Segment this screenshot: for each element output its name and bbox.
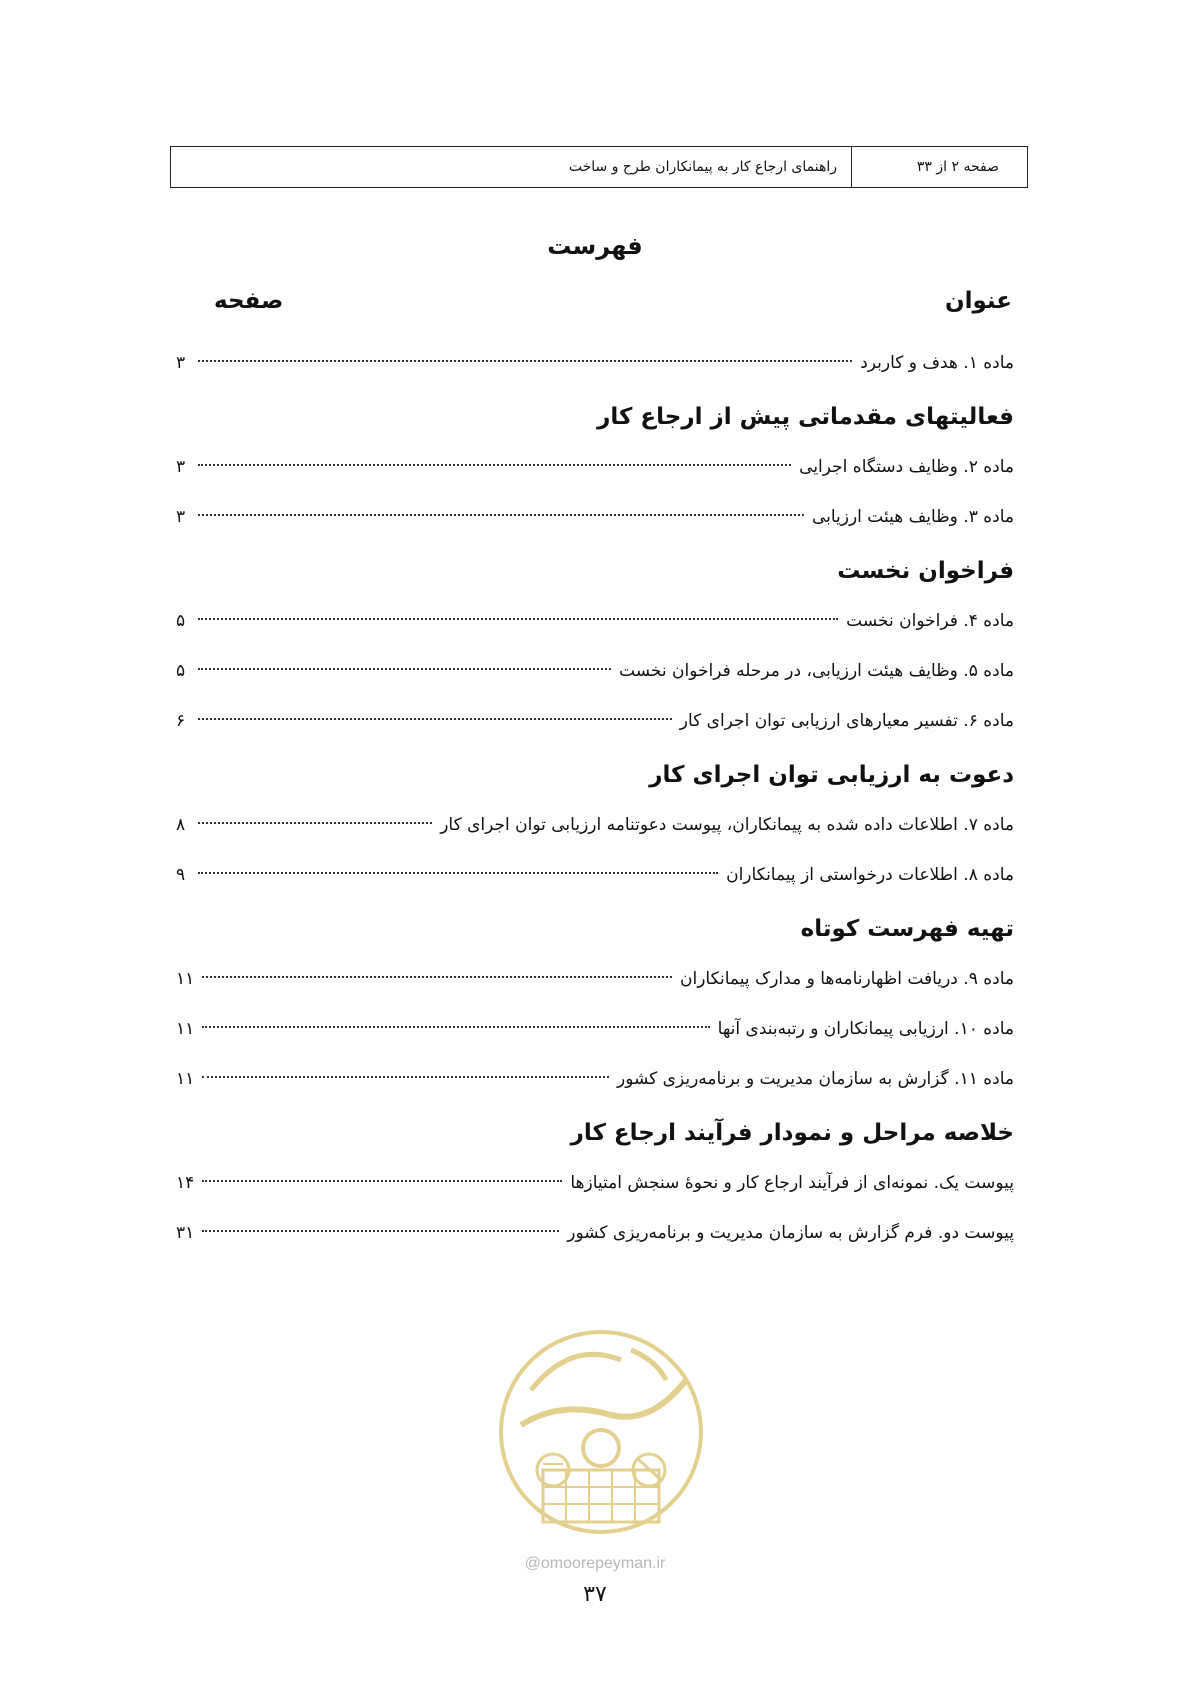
toc-dot-leader xyxy=(198,872,718,874)
toc-entry-page-number: ۸ xyxy=(176,815,186,835)
toc-entry-title: پیوست دو. فرم گزارش به سازمان مدیریت و برنامه‌ریزی کشور xyxy=(567,1223,1014,1243)
toc-section-heading: فراخوان نخست xyxy=(837,558,1014,584)
toc-dot-leader xyxy=(202,1230,559,1232)
toc-entry-title: ماده ۲. وظایف دستگاه اجرایی xyxy=(799,457,1014,477)
toc-entry[interactable] xyxy=(176,596,1014,646)
toc-entry[interactable] xyxy=(176,1158,1014,1208)
page-header xyxy=(170,146,1028,188)
toc-entry-page-number: ۱۱ xyxy=(176,1069,195,1089)
toc-entry[interactable] xyxy=(176,338,1014,388)
toc-entry[interactable] xyxy=(176,646,1014,696)
toc-section-heading: تهیه فهرست کوتاه xyxy=(800,916,1014,942)
toc-entry-page-number: ۶ xyxy=(176,711,186,731)
toc-entry[interactable] xyxy=(176,850,1014,900)
toc-dot-leader xyxy=(202,976,672,978)
toc-entry-title: ماده ۸. اطلاعات درخواستی از پیمانکاران xyxy=(726,865,1014,885)
toc-col-page: صفحه xyxy=(214,288,284,314)
toc-entry-page-number: ۵ xyxy=(176,661,186,681)
toc-entry-title: ماده ۳. وظایف هیئت ارزیابی xyxy=(811,507,1014,527)
toc-dot-leader xyxy=(198,668,611,670)
toc-entry-page-number: ۳۱ xyxy=(176,1223,195,1243)
toc-entry-page-number: ۵ xyxy=(176,611,186,631)
toc-entry-title: ماده ۱۰. ارزیابی پیمانکاران و رتبه‌بندی آنها xyxy=(717,1019,1014,1039)
toc-entry-page-number: ۹ xyxy=(176,865,186,885)
toc-entry-page-number: ۱۱ xyxy=(176,969,195,989)
toc-section-heading: فعالیتهای مقدماتی پیش از ارجاع کار xyxy=(597,404,1014,430)
toc-entry[interactable] xyxy=(176,800,1014,850)
toc-entry[interactable] xyxy=(176,1208,1014,1258)
toc-dot-leader xyxy=(198,464,791,466)
toc-entry-title: ماده ۵. وظایف هیئت ارزیابی، در مرحله فراخوان نخست xyxy=(619,661,1014,681)
toc-entry[interactable] xyxy=(176,696,1014,746)
toc-entry[interactable] xyxy=(176,1004,1014,1054)
toc-entry[interactable] xyxy=(176,954,1014,1004)
toc-entry-page-number: ۱۴ xyxy=(176,1173,195,1193)
toc-entry-page-number: ۱۱ xyxy=(176,1019,195,1039)
toc-entry-title: ماده ۴. فراخوان نخست xyxy=(846,611,1014,631)
toc-entry-title: ماده ۶. تفسیر معیارهای ارزیابی توان اجرای کار xyxy=(679,711,1014,731)
toc-entry[interactable] xyxy=(176,1054,1014,1104)
toc-entry-title: ماده ۷. اطلاعات داده شده به پیمانکاران، پیوست دعوتنامه ارزیابی توان اجرای کار xyxy=(440,815,1014,835)
toc-col-title: عنوان xyxy=(944,288,1012,314)
header-doc-title: راهنمای ارجاع کار به پیمانکاران طرح و ساخت xyxy=(568,159,837,175)
toc-entry-title: ماده ۹. دریافت اظهارنامه‌ها و مدارک پیمانکاران xyxy=(680,969,1014,989)
toc-entry-title: ماده ۱۱. گزارش به سازمان مدیریت و برنامه‌ریزی کشور xyxy=(617,1069,1014,1089)
toc-entry-page-number: ۳ xyxy=(176,507,186,527)
toc-title: فهرست xyxy=(547,232,643,260)
watermark-url: @omoorepeyman.ir xyxy=(524,1555,666,1572)
toc-entry-page-number: ۳ xyxy=(176,353,186,373)
toc-dot-leader xyxy=(198,618,838,620)
toc-list xyxy=(176,338,1014,1258)
toc-section-heading: دعوت به ارزیابی توان اجرای کار xyxy=(649,762,1014,788)
toc-dot-leader xyxy=(198,822,432,824)
header-page-label: صفحه ۲ از ۳۳ xyxy=(851,147,1027,187)
toc-entry-title: ماده ۱. هدف و کاربرد xyxy=(860,353,1014,373)
toc-entry-page-number: ۳ xyxy=(176,457,186,477)
toc-section-heading: خلاصه مراحل و نمودار فرآیند ارجاع کار xyxy=(570,1120,1014,1146)
toc-dot-leader xyxy=(198,360,852,362)
toc-dot-leader xyxy=(198,718,672,720)
toc-dot-leader xyxy=(198,514,804,516)
toc-entry[interactable] xyxy=(176,442,1014,492)
toc-entry[interactable] xyxy=(176,492,1014,542)
toc-dot-leader xyxy=(202,1076,609,1078)
page-number: ۳۷ xyxy=(583,1582,607,1607)
toc-dot-leader xyxy=(202,1026,709,1028)
toc-entry-title: پیوست یک. نمونه‌ای از فرآیند ارجاع کار و نحوۀ سنجش امتیازها xyxy=(570,1173,1014,1193)
toc-dot-leader xyxy=(202,1180,562,1182)
watermark-logo xyxy=(491,1320,711,1550)
